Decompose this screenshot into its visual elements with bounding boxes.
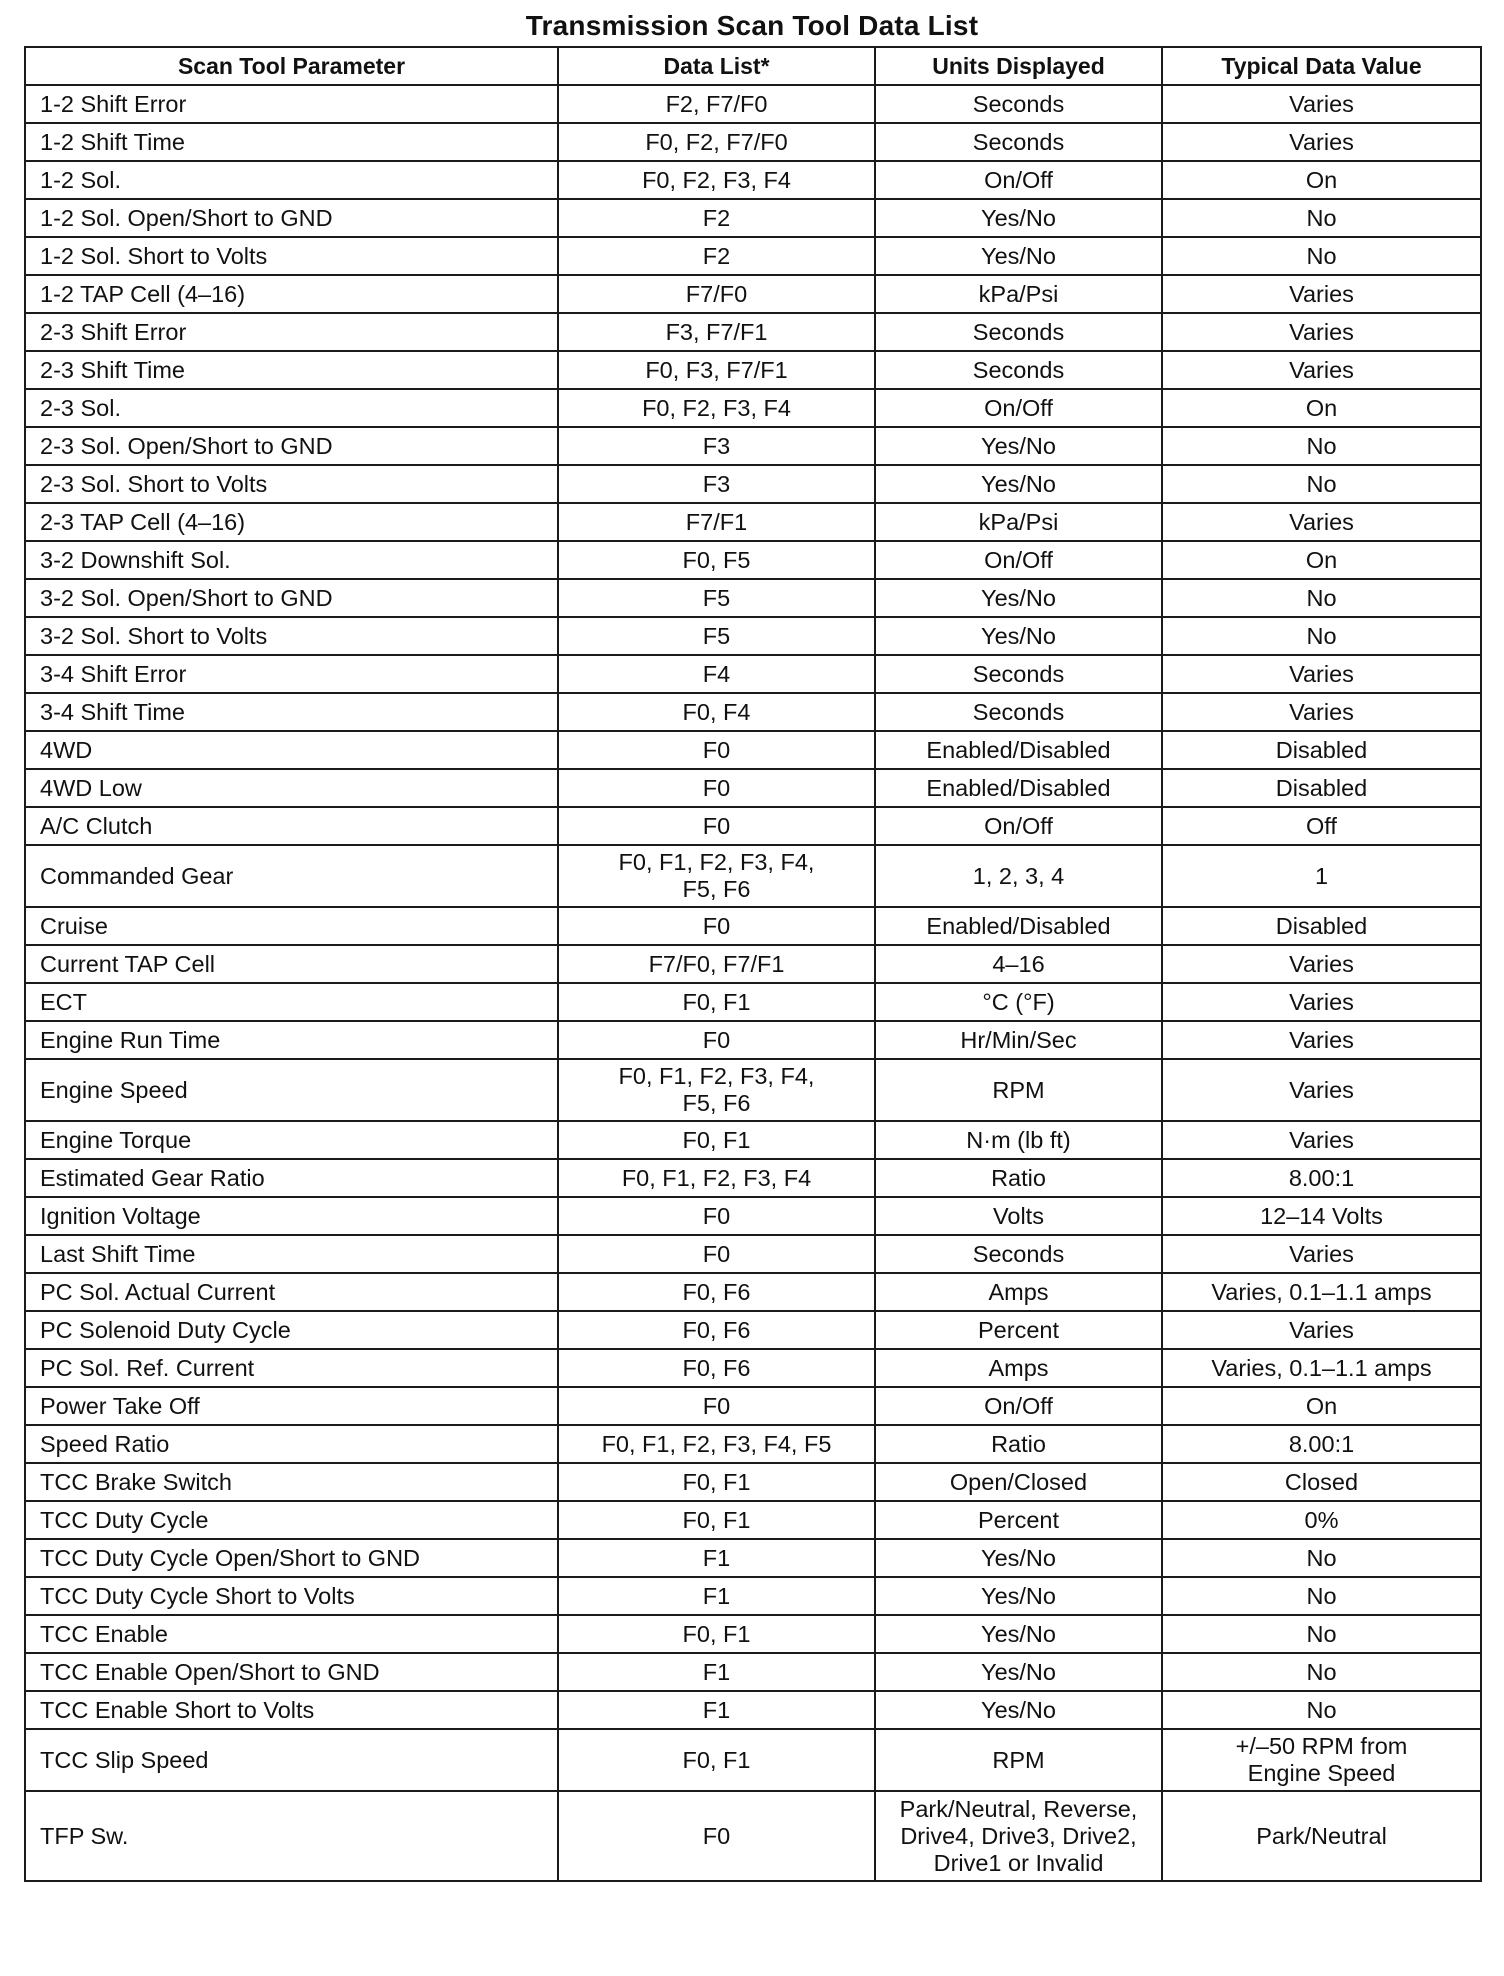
cell-units: On/Off [875, 541, 1162, 579]
cell-typical-value: No [1162, 1539, 1481, 1577]
cell-units: Yes/No [875, 1691, 1162, 1729]
cell-units: Yes/No [875, 1577, 1162, 1615]
table-row [25, 1691, 1481, 1729]
table-row [25, 1273, 1481, 1311]
cell-typical-value: Varies [1162, 1021, 1481, 1059]
column-header-parameter: Scan Tool Parameter [25, 47, 558, 85]
cell-parameter: 4WD [25, 731, 558, 769]
table-row [25, 427, 1481, 465]
cell-data-list: F0 [558, 1387, 875, 1425]
cell-typical-value: No [1162, 427, 1481, 465]
cell-parameter: Speed Ratio [25, 1425, 558, 1463]
cell-parameter: PC Solenoid Duty Cycle [25, 1311, 558, 1349]
cell-typical-value: Varies [1162, 693, 1481, 731]
table-row [25, 275, 1481, 313]
table-row [25, 313, 1481, 351]
cell-data-list: F0 [558, 769, 875, 807]
table-row [25, 983, 1481, 1021]
cell-typical-value: Varies [1162, 85, 1481, 123]
cell-data-list: F0, F1 [558, 1615, 875, 1653]
table-row [25, 1059, 1481, 1121]
cell-data-list: F0, F2, F3, F4 [558, 161, 875, 199]
table-row [25, 693, 1481, 731]
cell-typical-value: No [1162, 237, 1481, 275]
cell-parameter: Cruise [25, 907, 558, 945]
cell-units: Enabled/Disabled [875, 731, 1162, 769]
cell-typical-value: Closed [1162, 1463, 1481, 1501]
cell-typical-value: Varies, 0.1–1.1 amps [1162, 1273, 1481, 1311]
column-header-typical-value: Typical Data Value [1162, 47, 1481, 85]
cell-units: Amps [875, 1349, 1162, 1387]
cell-typical-value: 8.00:1 [1162, 1425, 1481, 1463]
cell-units: Seconds [875, 313, 1162, 351]
cell-data-list: F1 [558, 1653, 875, 1691]
cell-typical-value: 1 [1162, 845, 1481, 907]
table-row [25, 237, 1481, 275]
table-row [25, 1425, 1481, 1463]
cell-data-list: F1 [558, 1691, 875, 1729]
cell-typical-value: Disabled [1162, 769, 1481, 807]
cell-parameter: 1-2 Sol. [25, 161, 558, 199]
cell-parameter: TCC Duty Cycle Open/Short to GND [25, 1539, 558, 1577]
cell-units: Seconds [875, 1235, 1162, 1273]
table-row [25, 655, 1481, 693]
cell-parameter: 3-2 Sol. Open/Short to GND [25, 579, 558, 617]
cell-units: Ratio [875, 1159, 1162, 1197]
cell-units: On/Off [875, 807, 1162, 845]
cell-units: N·m (lb ft) [875, 1121, 1162, 1159]
cell-data-list: F0 [558, 807, 875, 845]
cell-typical-value: No [1162, 1577, 1481, 1615]
cell-typical-value: Varies [1162, 503, 1481, 541]
cell-units: Yes/No [875, 617, 1162, 655]
cell-data-list: F0 [558, 1791, 875, 1881]
cell-units: Amps [875, 1273, 1162, 1311]
cell-units: RPM [875, 1729, 1162, 1791]
cell-parameter: Ignition Voltage [25, 1197, 558, 1235]
cell-units: Ratio [875, 1425, 1162, 1463]
cell-parameter: 2-3 Sol. Short to Volts [25, 465, 558, 503]
cell-data-list: F7/F1 [558, 503, 875, 541]
cell-typical-value: On [1162, 1387, 1481, 1425]
cell-typical-value: Varies [1162, 275, 1481, 313]
cell-units: Open/Closed [875, 1463, 1162, 1501]
cell-typical-value: No [1162, 465, 1481, 503]
cell-parameter: 2-3 TAP Cell (4–16) [25, 503, 558, 541]
cell-units: Enabled/Disabled [875, 907, 1162, 945]
cell-data-list: F0 [558, 1235, 875, 1273]
cell-data-list: F0 [558, 731, 875, 769]
cell-typical-value: 8.00:1 [1162, 1159, 1481, 1197]
cell-parameter: 4WD Low [25, 769, 558, 807]
cell-typical-value: 12–14 Volts [1162, 1197, 1481, 1235]
table-row [25, 1349, 1481, 1387]
table-row [25, 85, 1481, 123]
cell-data-list: F4 [558, 655, 875, 693]
cell-parameter: 3-2 Sol. Short to Volts [25, 617, 558, 655]
cell-parameter: TCC Duty Cycle Short to Volts [25, 1577, 558, 1615]
cell-data-list: F0, F1, F2, F3, F4, F5 [558, 1425, 875, 1463]
cell-units: Yes/No [875, 1615, 1162, 1653]
cell-typical-value: No [1162, 617, 1481, 655]
cell-units: Percent [875, 1501, 1162, 1539]
cell-units: Yes/No [875, 1539, 1162, 1577]
table-row [25, 389, 1481, 427]
cell-data-list: F1 [558, 1577, 875, 1615]
cell-units: Yes/No [875, 465, 1162, 503]
table-row [25, 579, 1481, 617]
cell-parameter: Engine Speed [25, 1059, 558, 1121]
cell-parameter: Current TAP Cell [25, 945, 558, 983]
cell-units: Enabled/Disabled [875, 769, 1162, 807]
cell-data-list: F0, F1, F2, F3, F4, F5, F6 [558, 845, 875, 907]
cell-data-list: F0, F2, F3, F4 [558, 389, 875, 427]
cell-parameter: Power Take Off [25, 1387, 558, 1425]
table-row [25, 1577, 1481, 1615]
cell-parameter: Last Shift Time [25, 1235, 558, 1273]
cell-data-list: F0, F4 [558, 693, 875, 731]
cell-data-list: F0, F1 [558, 1463, 875, 1501]
cell-units: Yes/No [875, 579, 1162, 617]
table-row [25, 503, 1481, 541]
table-body [25, 85, 1481, 1881]
table-row [25, 161, 1481, 199]
cell-parameter: TFP Sw. [25, 1791, 558, 1881]
cell-typical-value: Varies [1162, 351, 1481, 389]
cell-parameter: 1-2 Sol. Open/Short to GND [25, 199, 558, 237]
cell-units: 1, 2, 3, 4 [875, 845, 1162, 907]
table-row [25, 1159, 1481, 1197]
cell-typical-value: No [1162, 579, 1481, 617]
table-header-row [25, 47, 1481, 85]
cell-data-list: F0 [558, 1197, 875, 1235]
cell-data-list: F7/F0, F7/F1 [558, 945, 875, 983]
cell-data-list: F0, F6 [558, 1311, 875, 1349]
table-row [25, 1501, 1481, 1539]
cell-typical-value: Varies [1162, 1311, 1481, 1349]
cell-typical-value: Varies [1162, 1121, 1481, 1159]
cell-data-list: F0, F6 [558, 1273, 875, 1311]
cell-parameter: Engine Run Time [25, 1021, 558, 1059]
table-row [25, 807, 1481, 845]
cell-data-list: F0, F1, F2, F3, F4 [558, 1159, 875, 1197]
cell-data-list: F2, F7/F0 [558, 85, 875, 123]
cell-typical-value: Disabled [1162, 731, 1481, 769]
cell-typical-value: Varies [1162, 1235, 1481, 1273]
cell-typical-value: Varies [1162, 123, 1481, 161]
cell-parameter: PC Sol. Actual Current [25, 1273, 558, 1311]
cell-units: On/Off [875, 389, 1162, 427]
scan-tool-data-table [24, 46, 1482, 1882]
table-row [25, 1615, 1481, 1653]
cell-parameter: 1-2 Shift Error [25, 85, 558, 123]
cell-parameter: 2-3 Shift Error [25, 313, 558, 351]
table-row [25, 845, 1481, 907]
cell-units: Seconds [875, 693, 1162, 731]
cell-units: On/Off [875, 161, 1162, 199]
cell-parameter: 2-3 Shift Time [25, 351, 558, 389]
cell-parameter: 3-4 Shift Error [25, 655, 558, 693]
cell-typical-value: No [1162, 199, 1481, 237]
table-row [25, 1021, 1481, 1059]
cell-data-list: F0, F1, F2, F3, F4, F5, F6 [558, 1059, 875, 1121]
table-row [25, 1311, 1481, 1349]
cell-data-list: F1 [558, 1539, 875, 1577]
cell-units: Hr/Min/Sec [875, 1021, 1162, 1059]
cell-data-list: F0 [558, 1021, 875, 1059]
table-row [25, 541, 1481, 579]
cell-units: Seconds [875, 655, 1162, 693]
cell-typical-value: 0% [1162, 1501, 1481, 1539]
cell-data-list: F0, F5 [558, 541, 875, 579]
cell-parameter: 2-3 Sol. [25, 389, 558, 427]
cell-data-list: F2 [558, 237, 875, 275]
cell-parameter: A/C Clutch [25, 807, 558, 845]
cell-units: RPM [875, 1059, 1162, 1121]
cell-data-list: F0, F6 [558, 1349, 875, 1387]
table-row [25, 945, 1481, 983]
cell-units: 4–16 [875, 945, 1162, 983]
cell-data-list: F0, F1 [558, 1501, 875, 1539]
cell-typical-value: Varies [1162, 1059, 1481, 1121]
cell-data-list: F3 [558, 427, 875, 465]
cell-typical-value: On [1162, 161, 1481, 199]
cell-units: Seconds [875, 123, 1162, 161]
cell-data-list: F5 [558, 617, 875, 655]
cell-parameter: 2-3 Sol. Open/Short to GND [25, 427, 558, 465]
table-row [25, 199, 1481, 237]
cell-data-list: F0, F2, F7/F0 [558, 123, 875, 161]
page-title: Transmission Scan Tool Data List [525, 10, 979, 41]
column-header-data-list: Data List* [558, 47, 875, 85]
cell-parameter: 1-2 TAP Cell (4–16) [25, 275, 558, 313]
cell-data-list: F0 [558, 907, 875, 945]
cell-parameter: TCC Enable Short to Volts [25, 1691, 558, 1729]
cell-units: kPa/Psi [875, 275, 1162, 313]
table-row [25, 465, 1481, 503]
cell-parameter: TCC Duty Cycle [25, 1501, 558, 1539]
cell-units: Percent [875, 1311, 1162, 1349]
table-row [25, 1121, 1481, 1159]
cell-data-list: F3, F7/F1 [558, 313, 875, 351]
cell-data-list: F5 [558, 579, 875, 617]
cell-typical-value: +/–50 RPM from Engine Speed [1162, 1729, 1481, 1791]
cell-units: kPa/Psi [875, 503, 1162, 541]
cell-units: Park/Neutral, Reverse, Drive4, Drive3, Drive2, Drive1 or Invalid [875, 1791, 1162, 1881]
cell-typical-value: No [1162, 1615, 1481, 1653]
cell-typical-value: Varies [1162, 313, 1481, 351]
table-row [25, 617, 1481, 655]
cell-typical-value: No [1162, 1691, 1481, 1729]
column-header-units: Units Displayed [875, 47, 1162, 85]
cell-typical-value: Park/Neutral [1162, 1791, 1481, 1881]
cell-units: Yes/No [875, 427, 1162, 465]
cell-units: Yes/No [875, 1653, 1162, 1691]
cell-data-list: F2 [558, 199, 875, 237]
cell-typical-value: Varies, 0.1–1.1 amps [1162, 1349, 1481, 1387]
table-row [25, 769, 1481, 807]
cell-parameter: 1-2 Shift Time [25, 123, 558, 161]
cell-data-list: F0, F3, F7/F1 [558, 351, 875, 389]
table-row [25, 1653, 1481, 1691]
table-row [25, 1235, 1481, 1273]
cell-parameter: Engine Torque [25, 1121, 558, 1159]
cell-parameter: Commanded Gear [25, 845, 558, 907]
cell-typical-value: Off [1162, 807, 1481, 845]
cell-data-list: F0, F1 [558, 983, 875, 1021]
table-row [25, 1729, 1481, 1791]
cell-parameter: TCC Slip Speed [25, 1729, 558, 1791]
cell-units: Seconds [875, 85, 1162, 123]
cell-typical-value: On [1162, 389, 1481, 427]
cell-units: Yes/No [875, 199, 1162, 237]
table-row [25, 123, 1481, 161]
cell-parameter: ECT [25, 983, 558, 1021]
table-row [25, 1791, 1481, 1881]
cell-parameter: PC Sol. Ref. Current [25, 1349, 558, 1387]
table-row [25, 1387, 1481, 1425]
cell-typical-value: No [1162, 1653, 1481, 1691]
cell-typical-value: Varies [1162, 983, 1481, 1021]
cell-parameter: TCC Enable [25, 1615, 558, 1653]
cell-parameter: TCC Brake Switch [25, 1463, 558, 1501]
document-page [24, 6, 1480, 1882]
cell-data-list: F0, F1 [558, 1729, 875, 1791]
table-row [25, 1463, 1481, 1501]
table-row [25, 1539, 1481, 1577]
cell-units: Yes/No [875, 237, 1162, 275]
cell-parameter: 3-4 Shift Time [25, 693, 558, 731]
cell-parameter: TCC Enable Open/Short to GND [25, 1653, 558, 1691]
cell-data-list: F0, F1 [558, 1121, 875, 1159]
cell-typical-value: On [1162, 541, 1481, 579]
table-row [25, 1197, 1481, 1235]
cell-parameter: 1-2 Sol. Short to Volts [25, 237, 558, 275]
table-row [25, 907, 1481, 945]
cell-parameter: 3-2 Downshift Sol. [25, 541, 558, 579]
cell-typical-value: Varies [1162, 945, 1481, 983]
cell-units: On/Off [875, 1387, 1162, 1425]
table-row [25, 731, 1481, 769]
cell-units: Seconds [875, 351, 1162, 389]
cell-units: Volts [875, 1197, 1162, 1235]
cell-units: °C (°F) [875, 983, 1162, 1021]
table-row [25, 351, 1481, 389]
cell-typical-value: Varies [1162, 655, 1481, 693]
cell-data-list: F7/F0 [558, 275, 875, 313]
cell-data-list: F3 [558, 465, 875, 503]
cell-typical-value: Disabled [1162, 907, 1481, 945]
cell-parameter: Estimated Gear Ratio [25, 1159, 558, 1197]
